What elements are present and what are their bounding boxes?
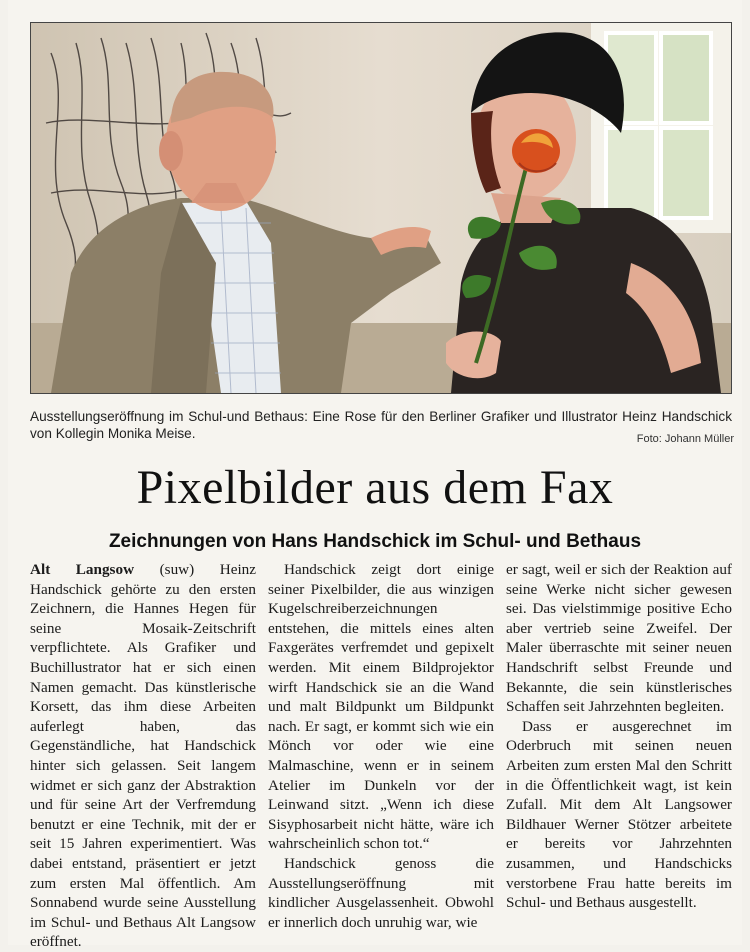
article-column-1 [30, 560, 256, 952]
paragraph [30, 560, 256, 952]
article-column-3 [506, 560, 732, 913]
photo-caption: Ausstellungseröffnung im Schul-und Bethaus: Eine Rose für den Berliner Grafiker und Illustrator Heinz Handschick von Kollegin Monika Meise. [30, 409, 732, 441]
paragraph: Handschick genoss die Ausstellungseröffnung mit kindlicher Ausgelassenheit. Obwohl er innerlich doch unruhig war, wie [268, 854, 494, 931]
paragraph: Dass er ausgerechnet im Oderbruch mit seinen neuen Arbeiten zum ersten Mal den Schritt in die Öffentlichkeit wagt, ist kein Zufall. Mit dem Alt Langsower Bildhauer Werner Stötzer arbeitete er bereits vor Jahrzehnten zusammen, und Handschicks verstorbene Frau hatte bereits im Schul- und Bethaus ausgestellt. [506, 717, 732, 912]
photo-credit: Foto: Johann Müller [636, 433, 734, 445]
paragraph: Handschick zeigt dort einige seiner Pixelbilder, die aus winzigen Kugelschreiberzeichnungen entstehen, die mittels eines alten Faxgerätes verfremdet und gepixelt werden. Mit einem Bildprojektor wirft Handschick sie an die Wand und malt Bildpunkt um Bildpunkt nach. Er sagt, er kommt sich wie ein Mönch vor oder wie eine Malmaschine, wenn er in seinem Atelier im Dunkeln vor der Leinwand sitzt. „Wenn ich diese Sisyphosarbeit nicht hätte, wäre ich wahrscheinlich schon tot.“ [268, 561, 494, 853]
article-photo [30, 22, 732, 394]
headline: Pixelbilder aus dem Fax [136, 461, 614, 514]
subheadline: Zeichnungen von Hans Handschick im Schul- und Bethaus [108, 531, 642, 552]
dateline: Alt Langsow [30, 561, 135, 578]
window [591, 23, 731, 233]
paragraph: er sagt, weil er sich der Reaktion auf seine Werke nicht sicher gewesen sei. Das vielstimmige positive Echo aber vertrieb seine Zweifel. Der Maler überraschte mit seiner neuen Handschrift selbst Freunde und Bekannte, die sein künstlerisches Schaffen seit Jahrzehnten begleiten. [506, 561, 732, 716]
photo-illustration [31, 23, 731, 393]
paragraph-text: (suw) Heinz Handschick gehörte zu den ersten Zeichnern, die Hannes Hegen für seine Mosaik-Zeitschrift verpflichtete. Als Grafiker und Buchillustrator hat er sich einen Namen gemacht. Das künstlerische Korsett, das ihm diese Arbeiten auferlegt haben, das Gegenständliche, hat Handschick hinter sich gelassen. Seit langem widmet er sich ganz der Abstraktion und für seine Art der Verfremdung benutzt er eine Technik, mit der er seit 15 Jahren experimentiert. Was dabei entstand, präsentiert er jetzt zum ersten Mal öffentlich. Am Sonnabend wurde seine Ausstellung im Schul- und Bethaus Alt Langsow eröffnet. [30, 561, 257, 951]
article-column-2 [268, 560, 494, 932]
